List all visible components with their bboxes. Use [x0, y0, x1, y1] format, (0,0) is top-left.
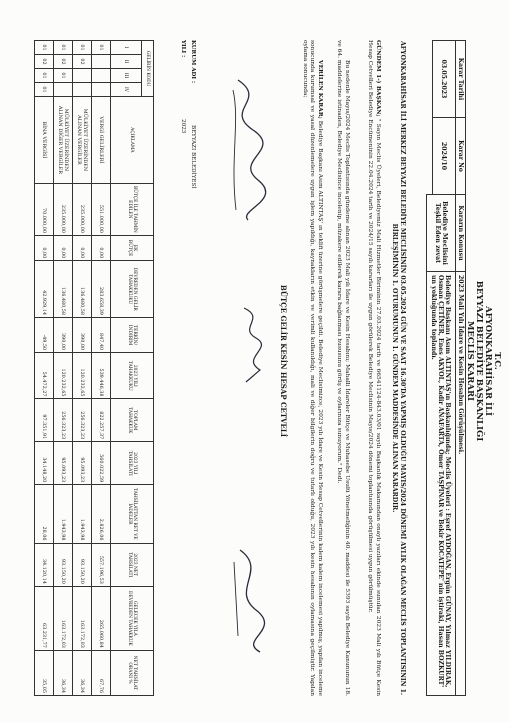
col-header-i: I — [111, 41, 142, 55]
table-cell: 42.929,14 — [35, 261, 54, 318]
table-cell: 02 — [35, 55, 54, 69]
table-cell: 93.150,20 — [54, 543, 73, 586]
table-cell: 97.351,91 — [35, 399, 54, 442]
table-cell: 34.148,20 — [35, 442, 54, 485]
table-cell: 36,34 — [54, 650, 73, 695]
date-value: 03.05.2023 — [432, 41, 455, 118]
table-body — [35, 41, 111, 696]
paragraph-agenda — [366, 40, 382, 696]
table-cell: 95.093,23 — [73, 442, 92, 485]
table-row — [73, 41, 92, 696]
table-cell: 01 — [54, 41, 73, 55]
table-cell — [73, 83, 92, 97]
institution-label: KURUM ADI : — [190, 40, 196, 84]
section-title: BÜTÇE GELİR KESİN HESAP CETVELİ — [279, 284, 288, 438]
table-cell: 120.232,65 — [73, 353, 92, 399]
table-cell: 256.323,23 — [73, 399, 92, 442]
col-header-iv: IV — [111, 83, 142, 97]
table-cell: 93.150,20 — [73, 543, 92, 586]
header-province: AFYONKARAHİSAR İLİ — [483, 306, 493, 416]
table-cell: 847,40 — [92, 318, 111, 353]
col-header-total-accrual: TOPLAM TAHAKKUK — [111, 399, 154, 442]
table-cell: 95.093,23 — [54, 442, 73, 485]
header-tc: T.C. — [492, 352, 502, 370]
col-header-writeoff: TERKİN/İNDİRİM — [111, 318, 154, 353]
col-header-net: 2023 NET TAHSİLATI — [111, 543, 154, 586]
table-cell: 28,06 — [35, 485, 54, 543]
table-cell: 136.480,58 — [54, 261, 73, 318]
table-cell: 2.826,06 — [92, 485, 111, 543]
table-cell: 0,00 — [92, 235, 111, 260]
table-cell — [92, 69, 111, 83]
table-cell: 283.658,39 — [92, 261, 111, 318]
table-cell: 70.000,00 — [35, 183, 54, 235]
no-label: Karar No — [456, 118, 466, 195]
meeting-subheading: AFYONKARAHİSAR İLİ MERKEZ BEYYAZI BELEDİYE MECLİSİNİN 03.05.2024 GÜN VE SAAT 16.30'DA YAPMIŞ OLDUĞU MAYIS/2024 DÖNEMİ AYLIK OLAĞAN MECLİS TOPLANTISININ 1. BİRLEŞİMİNİN 1. OTURUMUNUN 1. GÜNDEM MADDESİNDE ALINAN KARARDIR. — [391, 40, 406, 696]
table-cell: MÜLKİYET ÜZERİNDEN ALINAN VERGİLER — [73, 97, 92, 184]
table-row — [35, 41, 54, 696]
table-cell — [73, 69, 92, 83]
table-cell: 67,76 — [92, 650, 111, 695]
agenda-heading: GÜNDEM 1-) BAŞKAN; — [375, 40, 382, 117]
table-cell: 63.231,77 — [35, 586, 54, 650]
table-cell: VERGİ GELİRLERİ — [92, 97, 111, 184]
table-cell: 235.000,00 — [73, 183, 92, 235]
table-cell: BİNA VERGİSİ — [35, 97, 54, 184]
budget-revenue-table — [34, 40, 154, 696]
date-label: Karar Tarihi — [456, 41, 466, 118]
table-cell: 551.000,00 — [92, 183, 111, 235]
table-cell: 1.943,98 — [54, 485, 73, 543]
col-header-carried: DEVREDEN GELİR TAHAKKUKU — [111, 261, 154, 318]
table-row — [54, 41, 73, 696]
col-header-extra: EK BÜTÇE — [111, 235, 154, 260]
table-cell: 01 — [54, 69, 73, 83]
table-cell: 163.172,03 — [54, 586, 73, 650]
table-cell: 256.323,23 — [54, 399, 73, 442]
col-header-iii: III — [111, 69, 142, 83]
header-decision: MECLİS KARARI — [465, 320, 475, 402]
col-header-rate: NET TAHSİLAT ORANI % — [111, 650, 154, 695]
decision-info-box — [426, 40, 466, 696]
table-cell: 390,00 — [54, 318, 73, 353]
col-header-collection: 2023 YILI TAHSİLATI — [111, 442, 154, 485]
no-value: 2024/10 — [432, 118, 455, 195]
subject-value: 2023 Mali Yılı İdare ve Kesin Hesabın Görüşülmesi. — [456, 272, 466, 696]
table-cell — [54, 83, 73, 97]
table-cell: 136.480,58 — [73, 261, 92, 318]
table-cell: 36,34 — [73, 650, 92, 695]
col-header-budget: BÜTÇE İLE TAHMİN EDİLEN — [111, 183, 154, 235]
table-cell: 01 — [73, 41, 92, 55]
table-cell: 557.196,53 — [92, 543, 111, 586]
table-cell: 34.120,14 — [35, 543, 54, 586]
council-value: Belediye Başkanı Asım ALTINTAŞ'ın Başkanlığında; Meclis Üyeleri : Eşref AYDOĞAN, Ergün GÜNAY, Yılmaz YILDIRAK, Osman ÇETİNER, Enes AKYOL, Kadir ANAFARTA, Ömer TAŞPINAR ve Bekir KOCATEPE' nin iştiraki, Hasan BOZKURT' un yokluğunda toplandı. — [427, 272, 456, 696]
table-row — [92, 41, 111, 696]
table-cell: 35,05 — [35, 650, 54, 695]
col-header-next-year: GELECEK YILA DEVREDEN TAHAKKUK — [111, 586, 154, 650]
table-cell: 265.060,84 — [92, 586, 111, 650]
table-cell: 02 — [73, 55, 92, 69]
institution-row — [190, 40, 196, 189]
table-cell: 0,00 — [35, 235, 54, 260]
decision-text: Belediye Başkanı Asım ALTINTAŞ' ın teklifi üzerine görüşmelere geçildi. Belediye Meclisimizce, 2023 yılı İdare ve Kesin Hesap Cetvellerinin kalem kalem incelemesi yapılmış, yapılan inceleme sonucunda kurumsal ve yasal düzenlemelere uygun işlem yapıldığı, kaynakların etkin ve verimli kullanıldığı, mali ve diğer bilgilerin doğru ve tutarlı olduğu, 2023 yılı kesin hesabının oylamasına geçilmiştir. Yapılan oylama sonucunda; — [301, 40, 323, 697]
year-row — [180, 40, 186, 133]
code-group-header: GELİRİN KODU — [142, 41, 154, 97]
table-cell: -49,50 — [35, 318, 54, 353]
table-cell: 54.472,27 — [35, 353, 54, 399]
table-cell: MÜLKİYET ÜZERİNDEN ALINAN DİĞER VERGİLER — [54, 97, 73, 184]
table-cell: 560.022,59 — [92, 442, 111, 485]
header-municipality: BEYYAZI BELEDİYE BAŞKANLIĞI — [474, 280, 484, 442]
table-cell: 822.257,37 — [92, 399, 111, 442]
table-cell: 120.232,65 — [54, 353, 73, 399]
year-value: 2023 — [180, 119, 186, 134]
table-cell: 1.943,98 — [73, 485, 92, 543]
table-cell: 0,00 — [73, 235, 92, 260]
institution-value: BEYYAZI BELEDİYESİ — [190, 124, 196, 189]
signature-left — [218, 70, 278, 230]
table-cell — [92, 83, 111, 97]
table-cell: 539.446,38 — [92, 353, 111, 399]
col-header-ii: II — [111, 55, 142, 69]
table-cell: 390,00 — [73, 318, 92, 353]
table-cell: 163.172,03 — [73, 586, 92, 650]
signature-middle — [230, 300, 274, 390]
table-cell: 02 — [54, 55, 73, 69]
table-cell: 0,00 — [54, 235, 73, 260]
table-cell: 235.000,00 — [54, 183, 73, 235]
paragraph-decision — [300, 40, 324, 696]
agenda-text: " Sayın Meclis Üyeleri, Belediyemiz Mali Hizmetler Biriminin 27.03.2024 tarih ve 66541124-843.03/01 sayılı Başkanlık Makamından onaylı yazıları ekinde sunulan 2023 Mali yılı Bütçe Kesin Hesap Cetvelleri Belediye Encümeninin 22.04.2024 tarih ve 2024/15 sayılı kararları ile uygun görülerek Belediye Meclisinin Mayıs/2024 dönemi toplantısında görüşülmesi uygun görülmüştür. — [367, 40, 381, 696]
col-header-refunds: TAHSİLATTAN RET VE İADELER — [111, 485, 154, 543]
col-header-accrual: 2023 YILI TAHAKKUKU — [111, 353, 154, 399]
col-header-desc: AÇIKLAMA — [111, 97, 154, 184]
year-label: YILI : — [180, 40, 186, 58]
subject-label: Kararın Konusu — [456, 195, 466, 272]
table-cell: 01 — [92, 41, 111, 55]
signature-right — [224, 540, 278, 660]
council-label: Belediye Meclisini Teşkil Eden zevat — [427, 195, 456, 272]
table-cell: 01 — [35, 69, 54, 83]
table-cell: 01 — [35, 83, 54, 97]
paragraph-proposal: Bu nedenle Mayıs/2024 Meclis Toplantısında gündeme alınan 2023 Mali yılı İdare ve Kesin Hesabını; Mahalli İdareler Bütçe ve Muhasebe Usulü Yönetmeliğinin 40. maddesi ile 5393 sayılı Belediye Kanununun 18. ve 64. maddelerine istinaden, Belediye Meclisince incelenip, müzakere edilerek karara bağlanması hususunu görüş ve oylarınıza sunuyorum." Dedi. — [336, 40, 350, 696]
table-cell: 01 — [35, 41, 54, 55]
table-cell — [92, 55, 111, 69]
decision-heading: VERİLEN KARAR; — [317, 60, 324, 119]
